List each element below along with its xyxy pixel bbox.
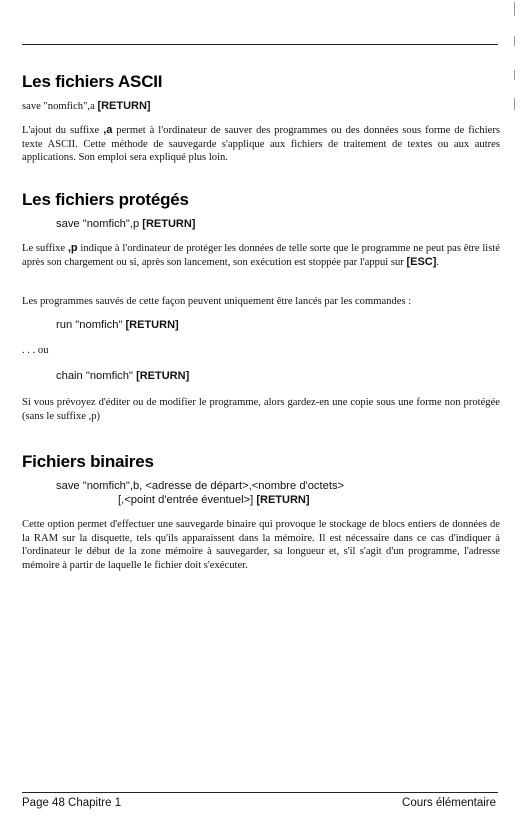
section-title-protected: Les fichiers protégés	[22, 190, 189, 209]
protected-paragraph-3: Si vous prévoyez d'éditer ou de modifier le programme, alors gardez-en une copie sous une forme non protégée (sans le suffixe ,p)	[22, 397, 500, 422]
run-command-text: run "nomfich"	[56, 319, 126, 331]
ascii-paragraph	[22, 124, 500, 165]
ascii-command-text: save "nomfich",a	[22, 101, 98, 112]
run-command	[56, 319, 179, 331]
binary-command-line-1: save "nomfich",b, <adresse de départ>,<nombre d'octets>	[56, 480, 345, 492]
ascii-paragraph-start: L'ajout du suffixe	[22, 125, 104, 136]
chain-command-key: [RETURN]	[136, 370, 190, 382]
or-separator: . . . ou	[22, 345, 49, 356]
binary-command-line-2	[118, 494, 310, 506]
ascii-command	[22, 100, 500, 114]
footer-page-info: Page 48 Chapitre 1	[22, 797, 122, 809]
margin-marks	[514, 0, 516, 120]
ascii-paragraph-rest: permet à l'ordinateur de sauver des programmes ou des données sous forme de fichiers texte ASCII. Cette méthode de sauvegarde s'applique aux fichiers de traitement de textes ou aux autres applications. Son emploi sera expliqué plus loin.	[22, 125, 500, 163]
chain-command-text: chain "nomfich"	[56, 370, 137, 382]
protected-p1-end: .	[436, 256, 440, 268]
binary-paragraph: Cette option permet d'effectuer une sauvegarde binaire qui provoque le stockage de blocs entiers de données de la RAM sur la disquette, tels qu'ils apparaissent dans la mémoire. Il est nécessaire dans ce cas d'indiquer à l'ordinateur le début de la zone mémoire à sauvegarder, sa longueur et, s'il s'agit d'un programme, l'adresse mémoire à partir de laquelle le fichier doit s'exécuter.	[22, 519, 500, 571]
section-title-binary: Fichiers binaires	[22, 452, 154, 471]
binary-command-line-2-text: [,<point d'entrée éventuel>]	[118, 494, 257, 506]
footer-rule	[22, 792, 498, 793]
esc-key: [ESC]	[406, 255, 437, 268]
protected-p1-middle: indique à l'ordinateur de protéger les données de telle sorte que le programme ne peut pas être listé après son chargement ou si, après son lancement, son exécution est stoppée par l'appui sur	[22, 243, 500, 268]
protected-command-1	[56, 218, 195, 230]
chain-command	[56, 370, 189, 382]
run-command-key: [RETURN]	[125, 319, 179, 331]
ascii-suffix: ,a	[103, 124, 113, 136]
section-title-ascii: Les fichiers ASCII	[22, 72, 163, 91]
header-rule	[22, 44, 498, 45]
ascii-command-key: [RETURN]	[97, 100, 151, 112]
protected-p1-start: Le suffixe	[22, 243, 68, 254]
protected-command-1-key: [RETURN]	[142, 218, 196, 230]
protected-command-1-text: save "nomfich",p	[56, 218, 143, 230]
binary-command-key: [RETURN]	[256, 494, 310, 506]
footer-chapter-title: Cours élémentaire	[402, 797, 496, 809]
protected-suffix: ,p	[67, 242, 78, 254]
protected-paragraph-2: Les programmes sauvés de cette façon peuvent uniquement être lancés par les commandes :	[22, 296, 412, 307]
protected-paragraph-1	[22, 242, 500, 269]
